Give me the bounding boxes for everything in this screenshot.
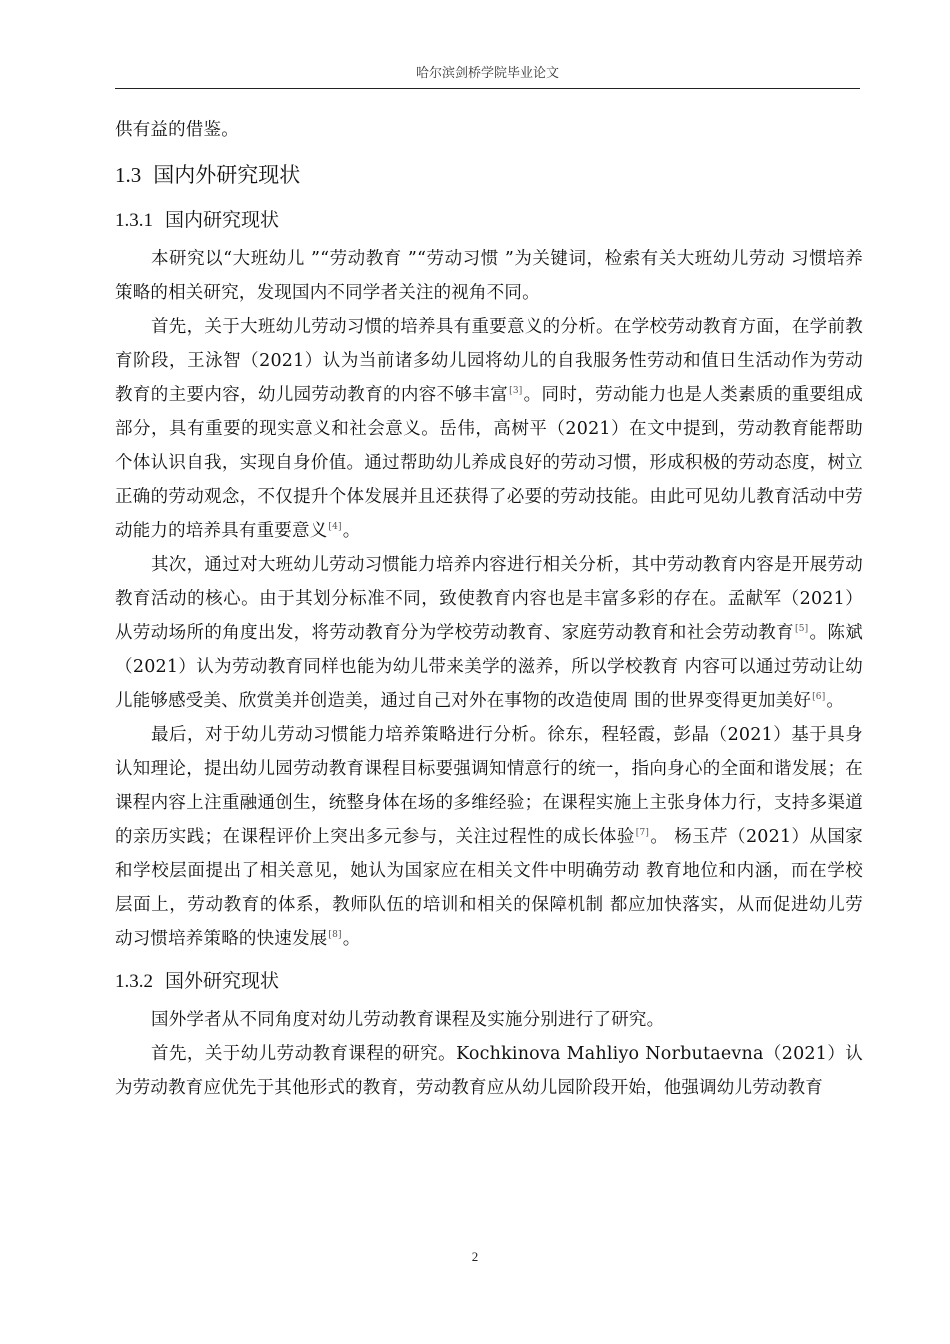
- domestic-p3-text-c: 。: [826, 691, 845, 711]
- section-title: 国内外研究现状: [153, 163, 301, 187]
- domestic-p2-text-c: 。: [342, 521, 361, 541]
- header-title: 哈尔滨剑桥学院毕业论文: [415, 66, 559, 81]
- subsection-number-foreign: 1.3.2: [115, 971, 153, 992]
- intro-continuation: 供有益的借鉴。: [115, 120, 239, 140]
- domestic-p3-text-b: 。陈斌（2021）认为劳动教育同样也能为幼儿带来美学的滋养，所以学校教育 内容可以通过劳动让幼儿能够感受美、欣赏美并创造美，通过自己对外在事物的改造使周 围的世界变得更加美好: [115, 623, 863, 711]
- citation-5: [5]: [795, 624, 809, 634]
- page-header: [115, 64, 860, 89]
- section-heading: [115, 155, 863, 195]
- domestic-p4-text-b: 。 杨玉芹（2021）从国家和学校层面提出了相关意见，她认为国家应在相关文件中明确劳动 教育地位和内涵，而在学校层面上，劳动教育的体系，教师队伍的培训和相关的保障机制 都应加快落实，从而促进幼儿劳动习惯培养策略的快速发展: [115, 827, 863, 949]
- citation-8: [8]: [328, 930, 342, 940]
- page-body: [115, 113, 863, 1105]
- domestic-p2-text-b: 。同时，劳动能力也是人类素质的重要组成部分，具有重要的现实意义和社会意义。岳伟，高树平（2021）在文中提到，劳动教育能帮助个体认识自我，实现自身价值。通过帮助幼儿养成良好的劳动习惯，形成积极的劳动态度，树立正确的劳动观念，不仅提升个体发展并且还获得了必要的劳动技能。由此可见幼儿教育活动中劳动能力的培养具有重要意义: [115, 385, 863, 541]
- citation-3: [3]: [509, 386, 523, 396]
- domestic-paragraph-4: [115, 718, 863, 956]
- subsection-number-domestic: 1.3.1: [115, 210, 153, 231]
- subsection-heading-domestic: [115, 201, 863, 240]
- subsection-title-foreign: 国外研究现状: [165, 970, 280, 992]
- domestic-p2-text-a: 首先，关于大班幼儿劳动习惯的培养具有重要意义的分析。在学校劳动教育方面，在学前教育阶段，王泳智（2021）认为当前诸多幼儿园将幼儿的自我服务性劳动和值日生活动作为劳动教育的主要内容，幼儿园劳动教育的内容不够丰富: [115, 317, 863, 405]
- section-number: 1.3: [115, 163, 142, 187]
- domestic-p3-text-a: 其次，通过对大班幼儿劳动习惯能力培养内容进行相关分析，其中劳动教育内容是开展劳动教育活动的核心。由于其划分标准不同，致使教育内容也是丰富多彩的存在。孟献军（2021）从劳动场所的角度出发，将劳动教育分为学校劳动教育、家庭劳动教育和社会劳动教育: [115, 555, 863, 643]
- foreign-paragraph-2: 首先，关于幼儿劳动教育课程的研究。Kochkinova Mahliyo Norbutaevna（2021）认为劳动教育应优先于其他形式的教育，劳动教育应从幼儿园阶段开始，他强调幼儿劳动教育: [115, 1044, 863, 1098]
- domestic-p4-text-a: 最后，对于幼儿劳动习惯能力培养策略进行分析。徐东，程轻霞，彭晶（2021）基于具身认知理论，提出幼儿园劳动教育课程目标要强调知情意行的统一，指向身心的全面和谐发展；在课程内容上注重融通创生，统整身体在场的多维经验；在课程实施上主张身体力行，支持多渠道的亲历实践；在课程评价上突出多元参与，关注过程性的成长体验: [115, 725, 863, 847]
- page-number: 2: [471, 1249, 479, 1264]
- subsection-heading-foreign: [115, 962, 863, 1001]
- domestic-paragraph-2: [115, 310, 863, 548]
- foreign-paragraph-1: 国外学者从不同角度对幼儿劳动教育课程及实施分别进行了研究。: [151, 1010, 665, 1030]
- page-footer: [0, 1249, 950, 1265]
- citation-6: [6]: [812, 692, 826, 702]
- citation-4: [4]: [328, 522, 342, 532]
- domestic-paragraph-1: 本研究以“大班幼儿 ”“劳动教育 ”“劳动习惯 ”为关键词，检索有关大班幼儿劳动 习惯培养策略的相关研究，发现国内不同学者关注的视角不同。: [115, 249, 863, 303]
- domestic-p4-text-c: 。: [342, 929, 361, 949]
- subsection-title-domestic: 国内研究现状: [165, 209, 280, 231]
- citation-7: [7]: [635, 828, 650, 838]
- domestic-paragraph-3: [115, 548, 863, 718]
